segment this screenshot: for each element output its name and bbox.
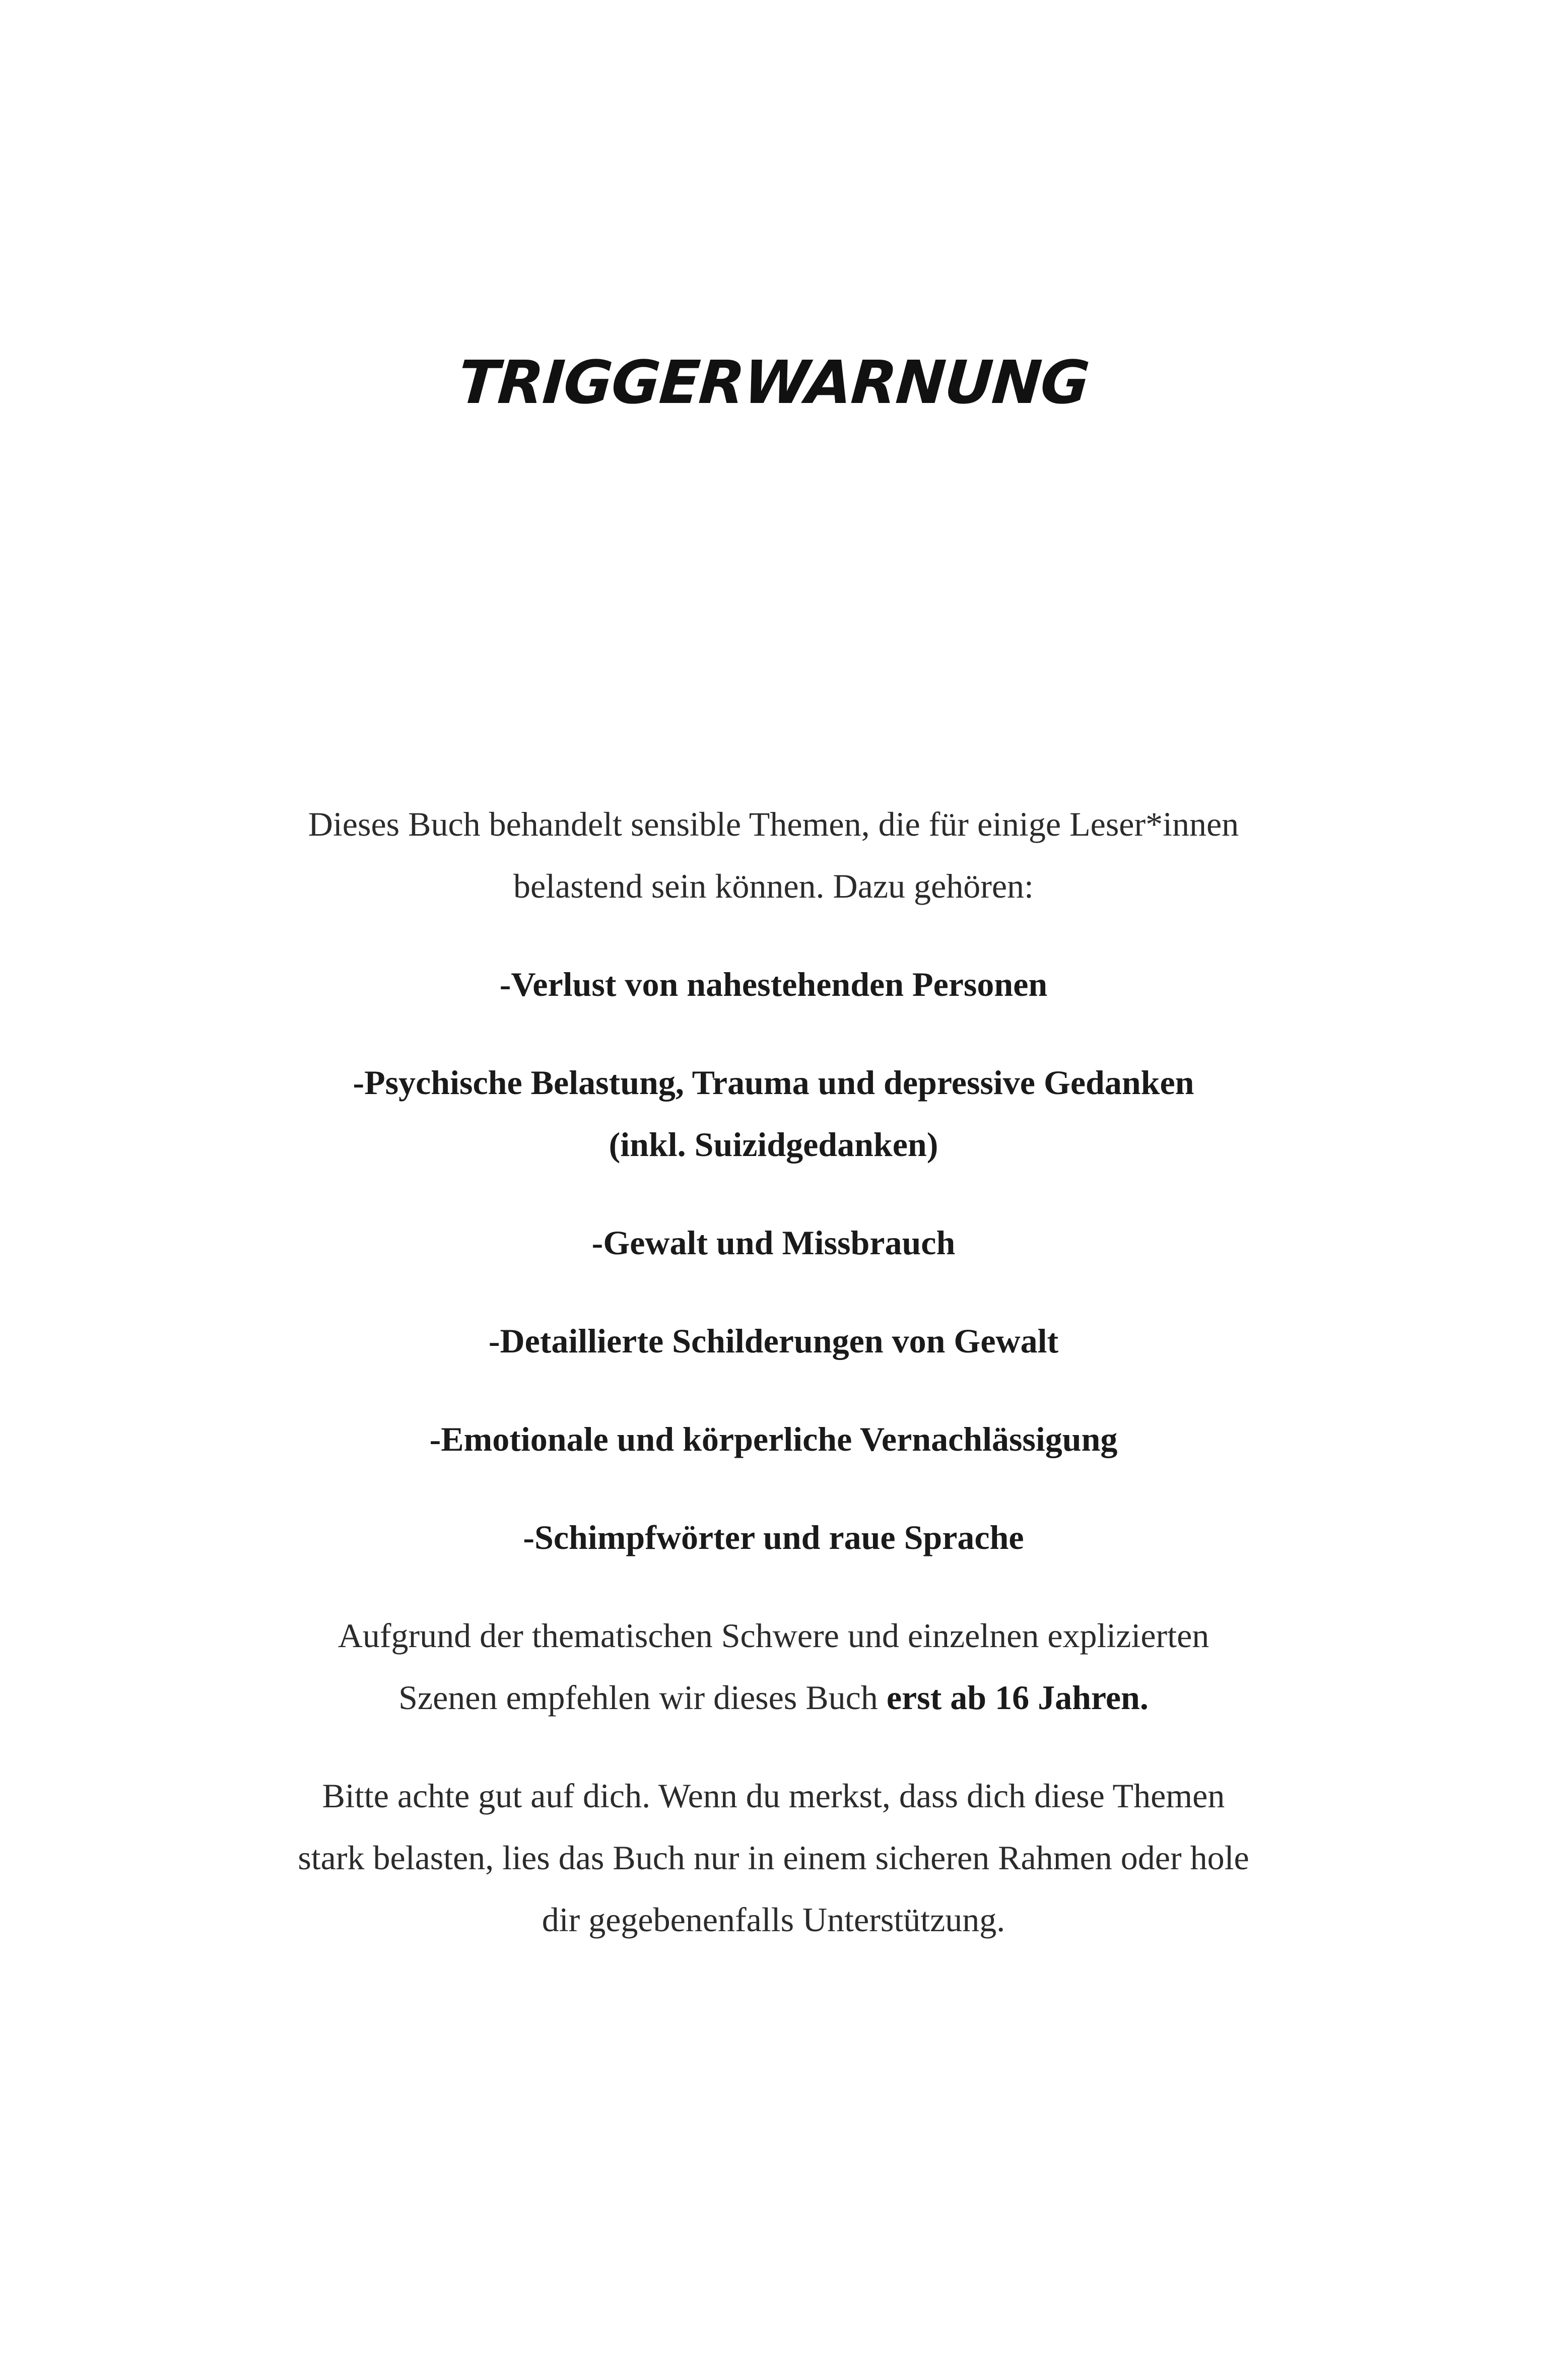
warning-item-psychological-line-2: (inkl. Suizidgedanken) [609,1125,938,1164]
care-note-line-3: dir gegebenenfalls Unterstützung. [542,1900,1005,1939]
age-note-line-2 [242,1667,1305,1729]
intro-paragraph [242,793,1305,917]
age-note-line-1: Aufgrund der thematischen Schwere und einzelnen explizierten [338,1616,1209,1655]
warning-item-loss: -Verlust von nahestehenden Personen [499,965,1048,1003]
warning-item-neglect: -Emotionale und körperliche Vernachlässigung [429,1420,1118,1458]
care-paragraph [242,1765,1305,1951]
age-note-line-2-text: Szenen empfehlen wir dieses Buch [398,1678,887,1717]
care-note-line-1: Bitte achte gut auf dich. Wenn du merkst, dass dich diese Themen [322,1777,1225,1815]
intro-line-2: belastend sein können. Dazu gehören: [513,867,1034,905]
intro-line-1: Dieses Buch behandelt sensible Themen, die für einige Leser*innen [308,805,1239,843]
warning-content [242,793,1305,1951]
warning-item-violence-abuse: -Gewalt und Missbrauch [591,1223,956,1262]
age-recommendation-paragraph [242,1605,1305,1729]
warning-item-psychological-line-1: -Psychische Belastung, Trauma und depressive Gedanken [353,1063,1194,1102]
warning-item-psychological [242,1052,1305,1176]
care-note-line-2: stark belasten, lies das Buch nur in einem sicheren Rahmen oder hole [298,1839,1249,1877]
warning-item-detailed-violence: -Detaillierte Schilderungen von Gewalt [488,1322,1059,1360]
page-title: TRIGGERWARNUNG [456,348,1091,417]
age-limit-text: erst ab 16 Jahren. [886,1678,1149,1717]
warning-item-language: -Schimpfwörter und raue Sprache [523,1518,1024,1556]
